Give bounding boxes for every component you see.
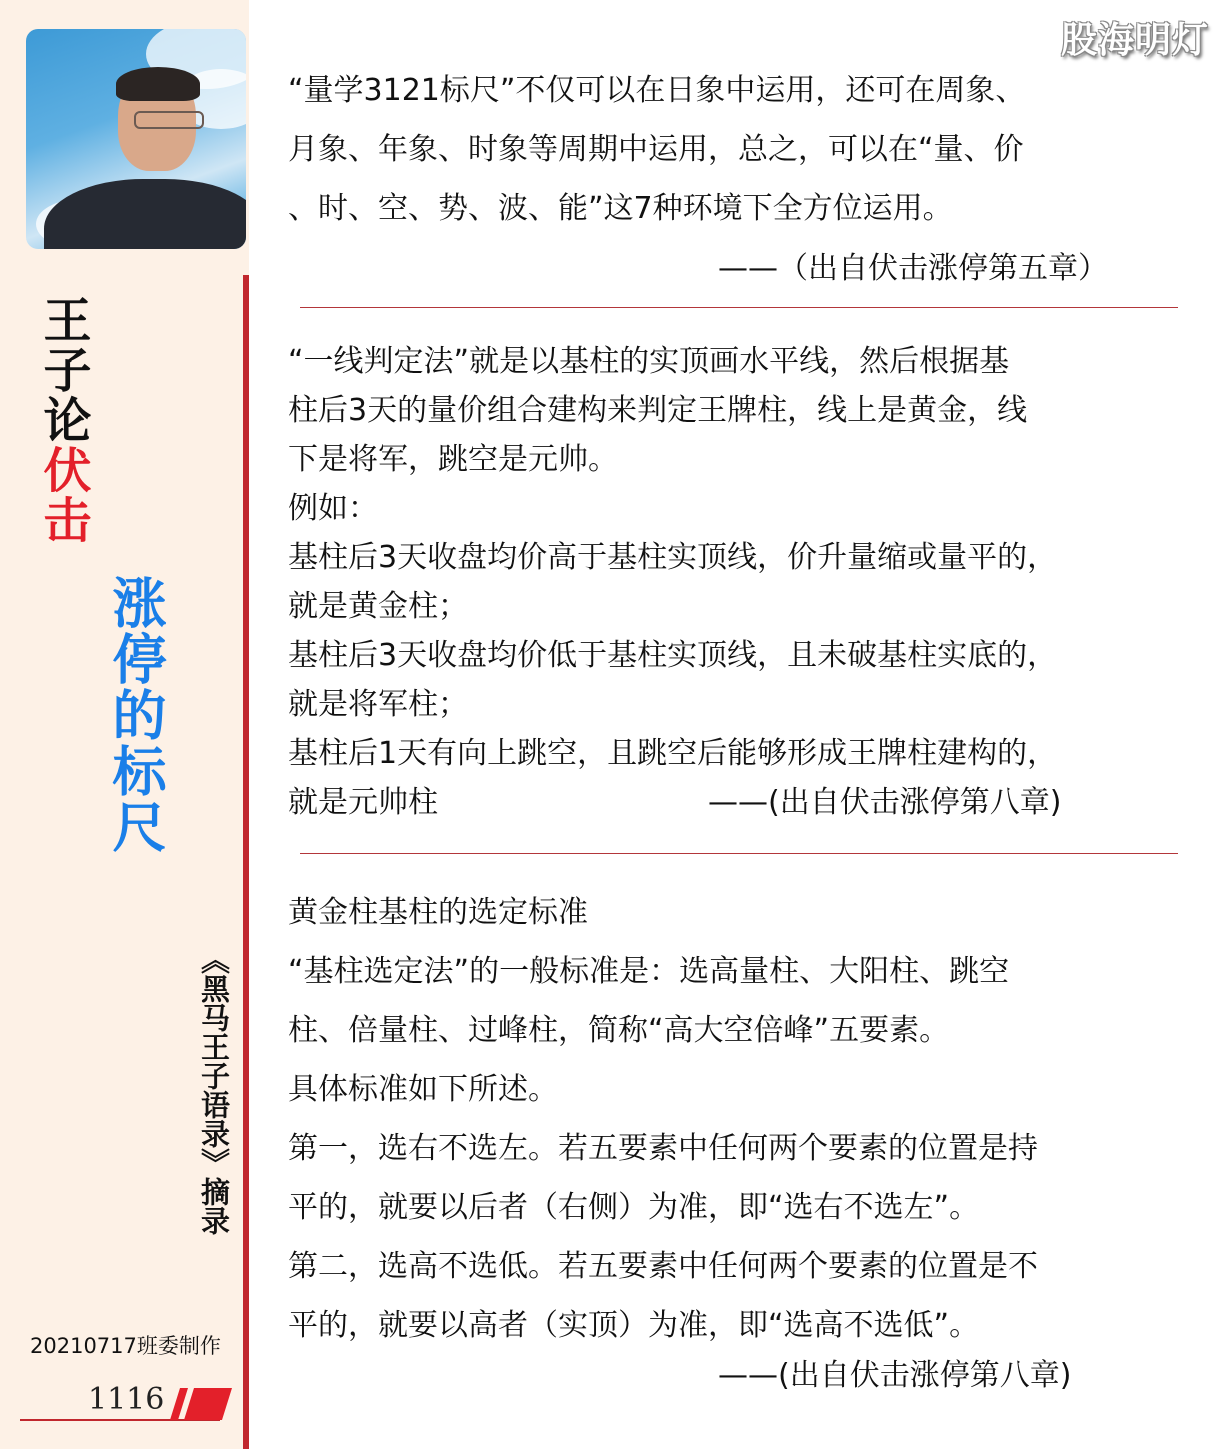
maker-label: 20210717班委制作 [30, 1334, 221, 1358]
section3-line: 第一，选右不选左。若五要素中任何两个要素的位置是持 [288, 1131, 1038, 1166]
section2-line: 基柱后1天有向上跳空，且跳空后能够形成王牌柱建构的， [288, 736, 1058, 771]
section1-line: 月象、年象、时象等周期中运用，总之，可以在“量、价 [288, 132, 1024, 167]
source-label: 《黑马王子语录》摘录 [197, 945, 231, 1235]
divider [300, 853, 1178, 854]
section3-line: “基柱选定法”的一般标准是：选高量柱、大阳柱、跳空 [288, 954, 1010, 989]
main-title-black: 王子论 [35, 295, 91, 445]
section1-line: “量学3121标尺”不仅可以在日象中运用，还可在周象、 [288, 73, 1026, 108]
divider [300, 307, 1178, 308]
page-number: 1116 [88, 1382, 165, 1417]
section2-line: 基柱后3天收盘均价低于基柱实顶线，且未破基柱实底的， [288, 638, 1058, 673]
section1-line: 、时、空、势、波、能”这7种环境下全方位运用。 [288, 191, 953, 226]
section3-citation: ——(出自伏击涨停第八章) [718, 1358, 1072, 1393]
section3-heading: 黄金柱基柱的选定标准 [288, 895, 588, 930]
section2-line: 下是将军，跳空是元帅。 [288, 442, 618, 477]
subtitle: 涨停的标尺 [104, 575, 168, 855]
section3-line: 具体标准如下所述。 [288, 1072, 558, 1107]
section3-line: 柱、倍量柱、过峰柱，简称“高大空倍峰”五要素。 [288, 1013, 950, 1048]
watermark: 股海明灯 [1060, 20, 1209, 61]
sidebar [0, 0, 249, 1449]
section2-line: 就是元帅柱 [288, 785, 438, 820]
section2-citation: ——(出自伏击涨停第八章) [708, 785, 1062, 820]
slash-decoration-icon [170, 1388, 232, 1420]
section2-line: 例如： [288, 491, 378, 526]
section3-line: 平的，就要以后者（右侧）为准，即“选右不选左”。 [288, 1190, 980, 1225]
section3-line: 平的，就要以高者（实顶）为准，即“选高不选低”。 [288, 1308, 980, 1343]
author-photo [26, 29, 246, 249]
main-title [35, 295, 91, 545]
section3-line: 第二，选高不选低。若五要素中任何两个要素的位置是不 [288, 1249, 1038, 1284]
section2-line: 基柱后3天收盘均价高于基柱实顶线，价升量缩或量平的， [288, 540, 1058, 575]
section1-citation: ——（出自伏击涨停第五章） [718, 251, 1108, 286]
section2-line: 就是黄金柱； [288, 589, 468, 624]
main-title-red: 伏击 [35, 445, 91, 545]
sidebar-red-bar [243, 275, 249, 1449]
section2-line: 就是将军柱； [288, 687, 468, 722]
section2-line: “一线判定法”就是以基柱的实顶画水平线，然后根据基 [288, 344, 1010, 379]
section2-line: 柱后3天的量价组合建构来判定王牌柱，线上是黄金，线 [288, 393, 1028, 428]
